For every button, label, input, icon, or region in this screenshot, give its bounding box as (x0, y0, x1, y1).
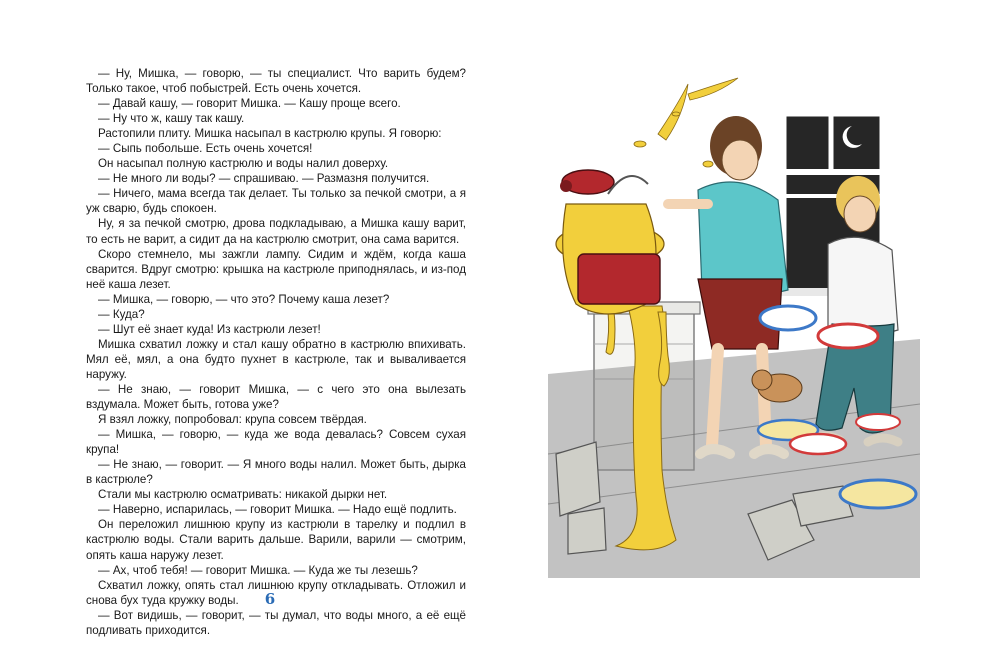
plate-icon (760, 306, 816, 330)
paragraph: Стали мы кастрюлю осматривать: никакой дырки нет. (98, 488, 388, 502)
story-illustration (548, 74, 920, 578)
paragraph: — Вот видишь, — говорит, — ты думал, что воды много, а её ещё подливать приходится. (86, 608, 466, 637)
paragraph: Растопили плиту. Мишка насыпал в кастрюлю крупы. Я говорю: (98, 127, 442, 141)
paragraph: — Мишка, — говорю, — что это? Почему каша лезет? (98, 292, 390, 306)
paragraph: Я взял ложку, попробовал: крупа совсем твёрдая. (98, 413, 367, 427)
paragraph: — Сыпь побольше. Есть очень хочется! (98, 142, 313, 156)
plate-icon (840, 480, 916, 508)
plate-icon (790, 434, 846, 454)
paragraph: Он переложил лишнюю крупу из кастрюли в тарелку и подлил в кастрюлю воды. Стали варить дальше. Варили, варили — смотрим, опять каша наружу лезет. (86, 518, 466, 562)
pot-icon (556, 170, 664, 314)
paragraph: — Куда? (98, 307, 145, 321)
paragraph: Ну, я за печкой смотрю, дрова подкладываю, а Мишка кашу варит, то есть не варит, а сидит да на кастрюлю смотрит, она сама варится. (86, 217, 466, 246)
paragraph: — Наверно, испарилась, — говорит Мишка. — Надо ещё подлить. (98, 503, 457, 517)
paragraph: Схватил ложку, опять стал лишнюю крупу откладывать. Отложил и снова бух туда кружку воды. (86, 578, 466, 607)
paragraph: Мишка схватил ложку и стал кашу обратно в кастрюлю впихивать. Мял её, мял, а она будто пухнет в кастрюле, так и вываливается наружу. (86, 337, 466, 381)
paragraph: — Ну, Мишка, — говорю, — ты специалист. Что варить будем? Только такое, чтоб побыстрей. Есть очень хочется. (86, 67, 466, 96)
paragraph: — Ну что ж, кашу так кашу. (98, 112, 245, 126)
paragraph: Он насыпал полную кастрюлю и воды налил доверху. (98, 157, 389, 171)
text-column (86, 66, 466, 638)
paragraph: — Давай кашу, — говорит Мишка. — Кашу проще всего. (98, 97, 401, 111)
paragraph: — Ах, чтоб тебя! — говорит Мишка. — Куда же ты лезешь? (98, 563, 418, 577)
plate-icon (856, 414, 900, 430)
paragraph: — Ничего, мама всегда так делает. Ты только за печкой смотри, а я уж сварю, будь спокоен. (86, 187, 466, 216)
page-number: 6 (264, 590, 276, 608)
paragraph: — Мишка, — говорю, — куда же вода девалась? Совсем сухая крупа! (86, 428, 466, 457)
plate-icon (818, 324, 878, 348)
paragraph: — Не много ли воды? — спрашиваю. — Размазня получится. (98, 172, 430, 186)
paragraph: — Не знаю, — говорит. — Я много воды налил. Может быть, дырка в кастрюле? (86, 458, 466, 487)
paragraph: Скоро стемнело, мы зажгли лампу. Сидим и ждём, когда каша сварится. Вдруг смотрю: крышка на кастрюле приподнялась, и из-под неё каша лезет. (86, 247, 466, 291)
paragraph: — Шут её знает куда! Из кастрюли лезет! (98, 322, 321, 336)
paragraph: — Не знаю, — говорит Мишка, — с чего это она вылезать вздумала. Может быть, готова уже? (86, 382, 466, 412)
